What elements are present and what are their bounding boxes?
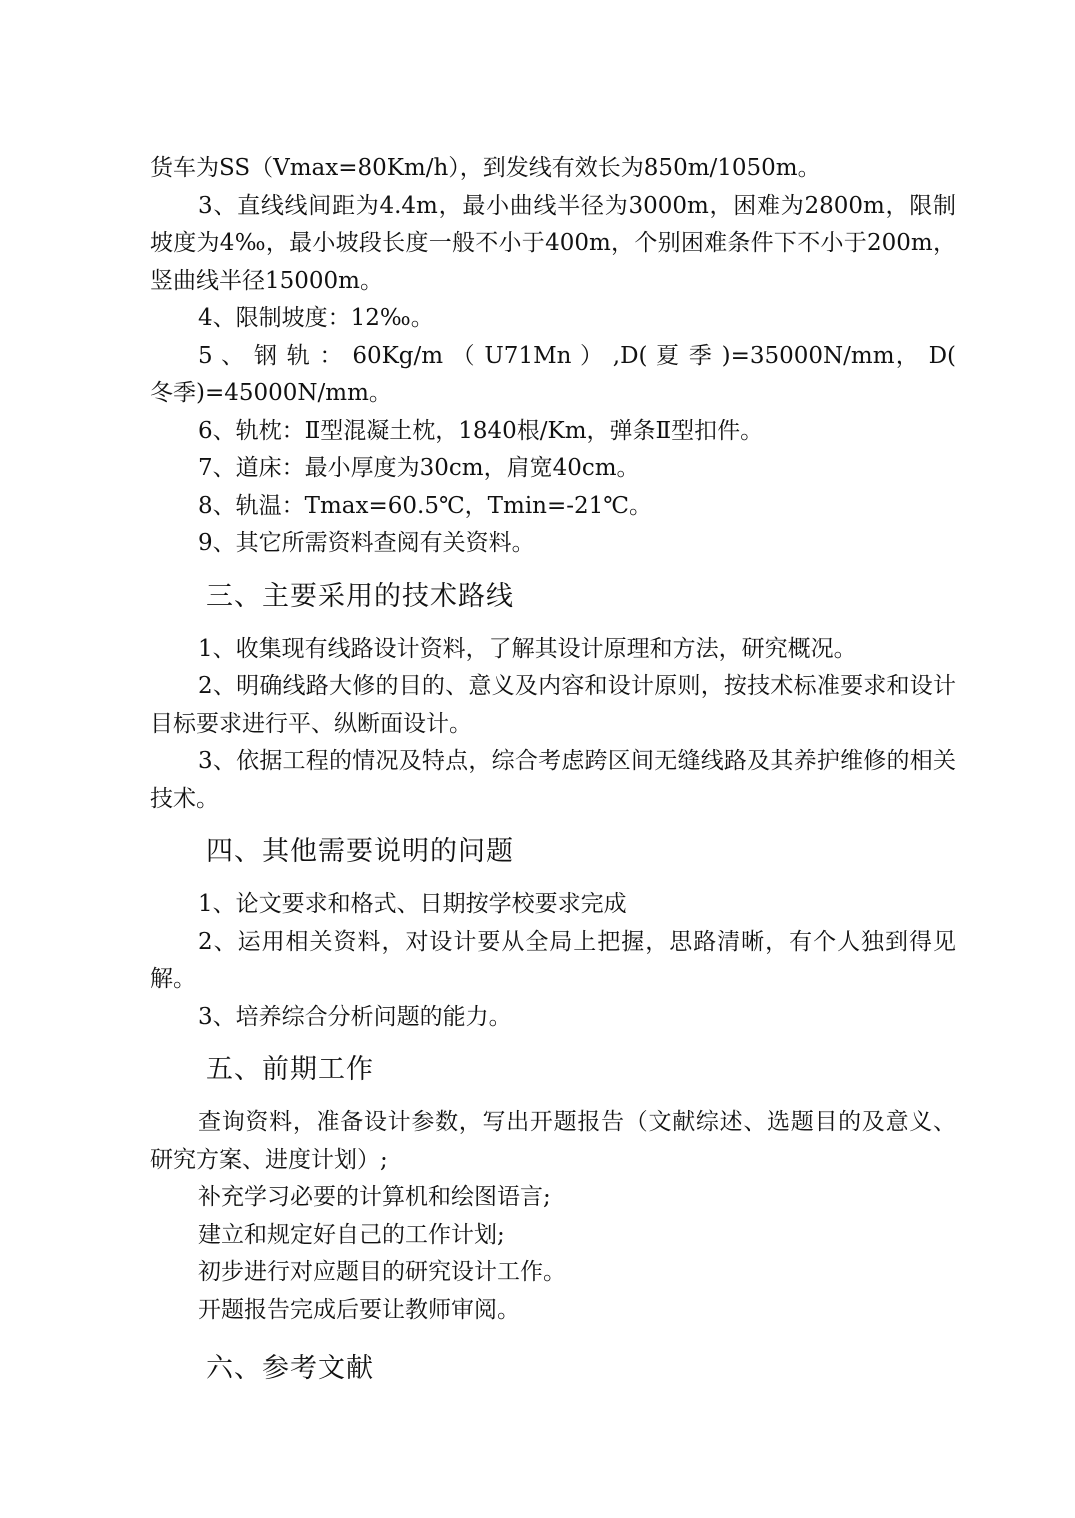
section5-item-5: 开题报告完成后要让教师审阅。 — [198, 1296, 520, 1323]
section-heading-4: 四、其他需要说明的问题 — [206, 836, 514, 867]
section-heading-5: 五、前期工作 — [206, 1054, 374, 1085]
section4-item-1: 1、论文要求和格式、日期按学校要求完成 — [198, 891, 627, 917]
section5-item-3: 建立和规定好自己的工作计划; — [198, 1221, 505, 1248]
section3-item-2: 2、明确线路大修的目的、意义及内容和设计原则，按技术标准要求和设计目标要求进行平、纵断面设计。 — [150, 673, 956, 737]
section4-item-2: 2、运用相关资料，对设计要从全局上把握，思路清晰，有个人独到得见解。 — [150, 928, 956, 992]
paragraph-item-6: 6、轨枕：Ⅱ型混凝土枕，1840根/Km，弹条Ⅱ型扣件。 — [198, 417, 764, 444]
document-page — [150, 150, 956, 1389]
paragraph-item-5: 5 、 钢 轨 ： 60Kg/m （ U71Mn ） ,D( 夏 季 )=35000N/mm， D( 冬季)=45000N/mm。 — [150, 342, 956, 406]
paragraph-train-speed: 货车为SS（Vmax=80Km/h），到发线有效长为850m/1050m。 — [150, 155, 821, 181]
paragraph-item-9: 9、其它所需资料查阅有关资料。 — [198, 530, 535, 556]
paragraph-item-8: 8、轨温：Tmax=60.5℃，Tmin=-21℃。 — [198, 492, 653, 519]
section5-item-1: 查询资料，准备设计参数，写出开题报告（文献综述、选题目的及意义、研究方案、进度计划）; — [150, 1109, 956, 1173]
paragraph-item-3: 3、直线线间距为4.4m，最小曲线半径为3000m，困难为2800m，限制坡度为4‰，最小坡段长度一般不小于400m，个别困难条件下不小于200m，竖曲线半径15000m。 — [150, 192, 956, 294]
paragraph-item-7: 7、道床：最小厚度为30cm，肩宽40cm。 — [198, 455, 640, 481]
section3-item-3: 3、依据工程的情况及特点，综合考虑跨区间无缝线路及其养护维修的相关技术。 — [150, 748, 956, 812]
section3-item-1: 1、收集现有线路设计资料，了解其设计原理和方法，研究概况。 — [198, 635, 857, 662]
section-heading-3: 三、主要采用的技术路线 — [206, 580, 514, 612]
paragraph-item-4: 4、限制坡度：12‰。 — [198, 305, 434, 331]
section-heading-6: 六、参考文献 — [206, 1353, 374, 1384]
section4-item-3: 3、培养综合分析问题的能力。 — [198, 1003, 512, 1030]
section5-item-4: 初步进行对应题目的研究设计工作。 — [198, 1259, 566, 1285]
section5-item-2: 补充学习必要的计算机和绘图语言; — [198, 1184, 551, 1210]
